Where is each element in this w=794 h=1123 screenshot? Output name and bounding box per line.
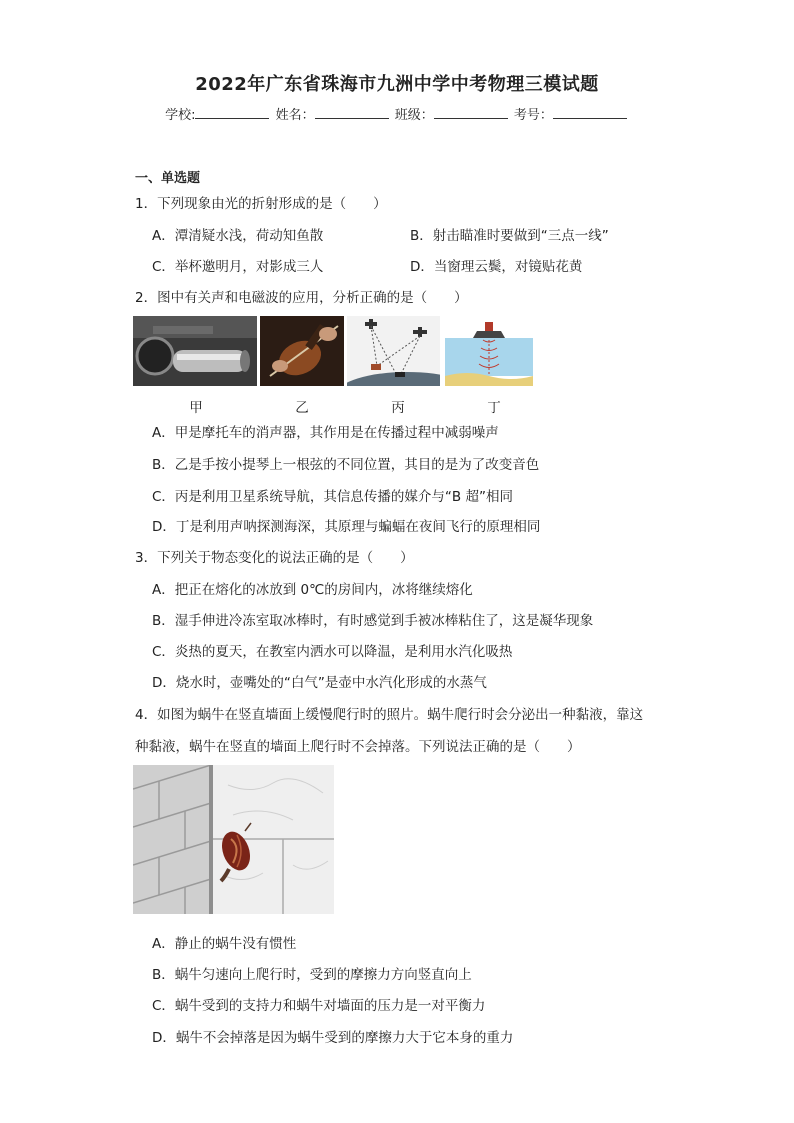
student-info-line bbox=[0, 104, 794, 123]
name-label: 姓名： bbox=[275, 108, 315, 123]
muffler-image bbox=[133, 316, 257, 386]
school-label: 学校: bbox=[165, 108, 196, 123]
question-3-stem: 3．下列关于物态变化的说法正确的是（ ） bbox=[135, 550, 414, 566]
question-3-option-c[interactable]: C．炎热的夏天，在教室内洒水可以降温，是利用水汽化吸热 bbox=[152, 644, 513, 660]
question-4-option-a[interactable]: A．静止的蜗牛没有惯性 bbox=[152, 936, 297, 952]
number-label: 考号： bbox=[513, 108, 553, 123]
question-1-stem: 1．下列现象由光的折射形成的是（ ） bbox=[135, 196, 387, 212]
question-4-option-b[interactable]: B．蜗牛匀速向上爬行时，受到的摩擦力方向竖直向上 bbox=[152, 967, 472, 983]
question-3-option-d[interactable]: D．烧水时，壶嘴处的“白气”是壶中水汽化形成的水蒸气 bbox=[152, 675, 487, 691]
question-3-option-b[interactable]: B．湿手伸进冷冻室取冰棒时，有时感觉到手被冰棒粘住了，这是凝华现象 bbox=[152, 613, 594, 629]
caption-bing: 丙 bbox=[391, 400, 405, 416]
question-3-option-a[interactable]: A．把正在熔化的冰放到 0℃的房间内，冰将继续熔化 bbox=[152, 582, 473, 598]
exam-title: 2022年广东省珠海市九洲中学中考物理三模试题 bbox=[195, 74, 599, 95]
section-heading: 一、单选题 bbox=[135, 171, 201, 186]
question-4-option-d[interactable]: D．蜗牛不会掉落是因为蜗牛受到的摩擦力大于它本身的重力 bbox=[152, 1030, 514, 1046]
caption-ding: 丁 bbox=[487, 400, 501, 416]
class-field[interactable] bbox=[434, 106, 508, 119]
question-4-stem-line2: 种黏液，蜗牛在竖直的墙面上爬行时不会掉落。下列说法正确的是（ ） bbox=[135, 739, 581, 755]
question-1-option-b[interactable]: B．射击瞄准时要做到“三点一线” bbox=[410, 228, 609, 244]
question-2-option-b[interactable]: B．乙是手按小提琴上一根弦的不同位置，其目的是为了改变音色 bbox=[152, 457, 540, 473]
question-2-stem: 2．图中有关声和电磁波的应用，分析正确的是（ ） bbox=[135, 290, 468, 306]
caption-yi: 乙 bbox=[295, 400, 309, 416]
question-1-option-a[interactable]: A．潭清疑水浅，荷动知鱼散 bbox=[152, 228, 324, 244]
school-field[interactable] bbox=[195, 106, 269, 119]
class-label: 班级： bbox=[394, 108, 434, 123]
question-2-option-a[interactable]: A．甲是摩托车的消声器，其作用是在传播过程中减弱噪声 bbox=[152, 425, 499, 441]
question-2-option-d[interactable]: D．丁是利用声呐探测海深，其原理与蝙蝠在夜间飞行的原理相同 bbox=[152, 519, 541, 535]
question-1-option-c[interactable]: C．举杯邀明月，对影成三人 bbox=[152, 259, 324, 275]
number-field[interactable] bbox=[553, 106, 627, 119]
question-1-option-d[interactable]: D．当窗理云鬓，对镜贴花黄 bbox=[410, 259, 583, 275]
question-2-option-c[interactable]: C．丙是利用卫星系统导航，其信息传播的媒介与“B 超”相同 bbox=[152, 489, 513, 505]
name-field[interactable] bbox=[315, 106, 389, 119]
question-4-option-c[interactable]: C．蜗牛受到的支持力和蜗牛对墙面的压力是一对平衡力 bbox=[152, 998, 486, 1014]
violin-image bbox=[260, 316, 344, 386]
question-4-stem-line1: 4．如图为蜗牛在竖直墙面上缓慢爬行时的照片。蜗牛爬行时会分泌出一种黏液，靠这 bbox=[135, 707, 644, 723]
snail-wall-image bbox=[133, 765, 334, 914]
satellite-image bbox=[347, 316, 440, 386]
sonar-image bbox=[445, 316, 533, 386]
caption-jia: 甲 bbox=[189, 400, 203, 416]
